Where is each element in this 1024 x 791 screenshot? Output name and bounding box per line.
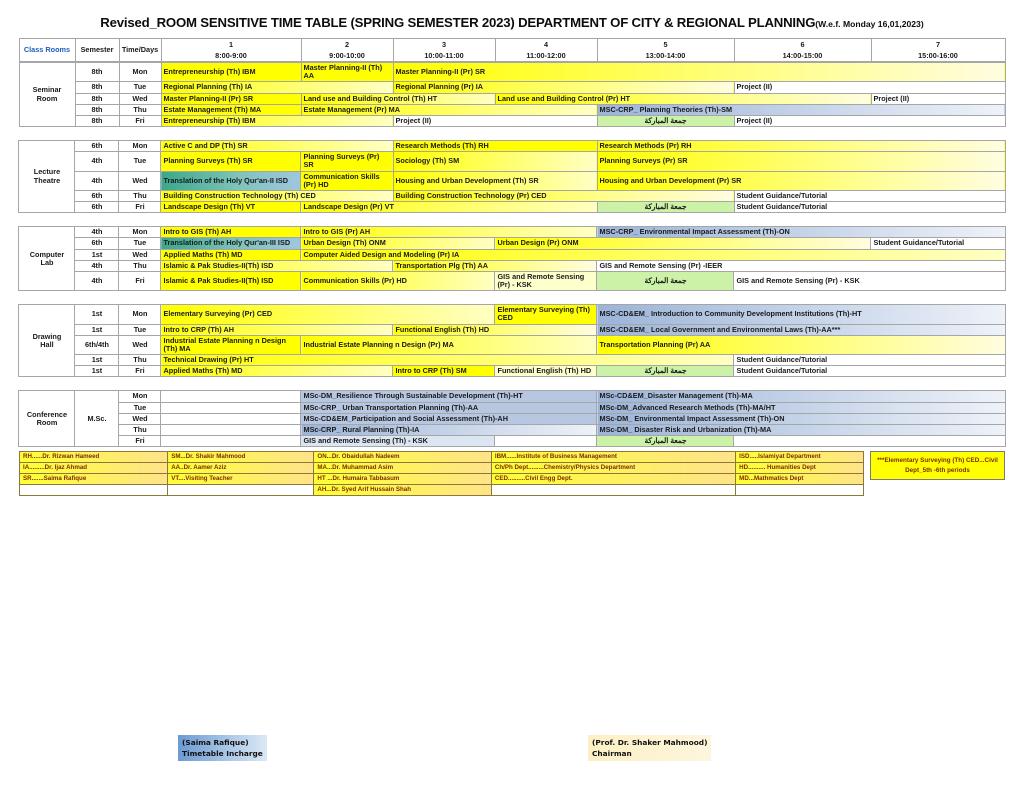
section-gap	[0, 127, 1024, 140]
table-row	[19, 249, 1005, 260]
legend-cell	[736, 485, 864, 496]
header-period-number-1: 1	[161, 39, 301, 51]
table-row	[19, 238, 1005, 249]
section-seminar-room	[19, 62, 1006, 127]
class-slot: Project (II)	[871, 93, 1005, 104]
table-row	[19, 413, 1005, 424]
class-slot: Student Guidance/Tutorial	[734, 202, 1005, 213]
page-title	[0, 0, 1024, 38]
empty-slot	[161, 413, 301, 424]
class-slot: Research Methods (Th) RH	[393, 141, 597, 152]
title-main-text: Revised_ROOM SENSITIVE TIME TABLE (SPRING SEMESTER 2023) DEPARTMENT OF CITY & REGIONAL PLANNING	[100, 15, 816, 30]
semester-cell: 8th	[75, 93, 119, 104]
class-slot: Housing and Urban Development (Pr) SR	[597, 171, 1005, 190]
header-period-time-4: 11:00-12:00	[495, 51, 597, 62]
legend-cell: AH...Dr. Syed Arif Hussain Shah	[314, 485, 491, 496]
class-slot: MSc-CD&EM_Participation and Social Assessment (Th)-AH	[301, 413, 597, 424]
table-row	[19, 305, 1005, 324]
class-slot: Planning Surveys (Th) SR	[161, 152, 301, 171]
header-period-time-5: 13:00-14:00	[597, 51, 734, 62]
semester-cell: 1st	[75, 249, 119, 260]
header-period-number-2: 2	[301, 39, 393, 51]
semester-cell: 8th	[75, 115, 119, 126]
section-gap	[0, 291, 1024, 304]
header-period-time-3: 10:00-11:00	[393, 51, 495, 62]
class-slot: GIS and Remote Sensing (Pr) -IEER	[597, 260, 1005, 271]
class-slot: Estate Management (Th) MA	[161, 104, 301, 115]
semester-cell: M.Sc.	[75, 391, 119, 447]
room-label-seminar-room: Seminar Room	[19, 63, 75, 127]
class-slot: GIS and Remote Sensing (Th) - KSK	[301, 436, 495, 447]
signature-right-role: Chairman	[592, 749, 632, 759]
class-slot: Applied Maths (Th) MD	[161, 249, 301, 260]
room-label-drawing-hall: Drawing Hall	[19, 305, 75, 377]
room-label-computer-lab: Computer Lab	[19, 227, 75, 291]
class-slot: MSC-CRP_ Planning Theories (Th)-SM	[597, 104, 1005, 115]
day-cell-fri: Fri	[119, 202, 161, 213]
class-slot: Urban Design (Th) ONM	[301, 238, 495, 249]
table-row	[19, 324, 1005, 335]
class-slot: Entrepreneurship (Th) IBM	[161, 63, 301, 82]
class-slot: Project (II)	[393, 115, 597, 126]
class-slot: Land use and Building Control (Th) HT	[301, 93, 495, 104]
class-slot: Land use and Building Control (Pr) HT	[495, 93, 871, 104]
class-slot: Intro to GIS (Th) AH	[161, 227, 301, 238]
class-slot: Technical Drawing (Pr) HT	[161, 355, 734, 366]
class-slot: Functional English (Th) HD	[495, 366, 597, 377]
class-slot: Islamic & Pak Studies-II(Th) ISD	[161, 271, 301, 290]
friday-holiday-cell: جمعة المباركة	[597, 115, 734, 126]
timetable-header	[19, 38, 1006, 62]
legend-row	[20, 452, 864, 463]
class-slot: Communication Skills (Pr) HD	[301, 171, 393, 190]
legend-area	[19, 451, 1005, 496]
semester-cell: 6th/4th	[75, 335, 119, 354]
table-row	[19, 260, 1005, 271]
legend-cell: HT ...Dr. Humaira Tabbasum	[314, 474, 491, 485]
class-slot: Master Planning-II (Pr) SR	[161, 93, 301, 104]
semester-cell: 8th	[75, 63, 119, 82]
header-row-numbers	[19, 39, 1005, 51]
class-slot: Student Guidance/Tutorial	[734, 355, 1005, 366]
empty-slot	[495, 436, 597, 447]
class-slot: Master Planning-II (Pr) SR	[393, 63, 1005, 82]
table-row	[19, 271, 1005, 290]
table-row	[19, 104, 1005, 115]
semester-cell: 1st	[75, 324, 119, 335]
legend-cell: RH......Dr. Rizwan Hameed	[20, 452, 168, 463]
class-slot: Project (II)	[734, 115, 1005, 126]
header-row-times	[19, 51, 1005, 62]
day-cell-mon: Mon	[119, 63, 161, 82]
friday-holiday-cell: جمعة المباركة	[597, 366, 734, 377]
class-slot: Building Construction Technology (Th) CED	[161, 190, 393, 201]
legend-row	[20, 463, 864, 474]
friday-holiday-cell: جمعة المباركة	[597, 436, 734, 447]
class-slot: Urban Design (Pr) ONM	[495, 238, 871, 249]
table-row	[19, 93, 1005, 104]
class-slot: Active C and DP (Th) SR	[161, 141, 393, 152]
legend-note: ***Elementary Surveying (Th) CED...Civil Dept_5th -6th periods	[870, 451, 1005, 480]
class-slot: Intro to CRP (Th) AH	[161, 324, 393, 335]
table-row	[19, 115, 1005, 126]
friday-holiday-cell: جمعة المباركة	[597, 202, 734, 213]
class-slot: Project (II)	[734, 82, 1005, 93]
class-slot: Elementary Surveying (Pr) CED	[161, 305, 495, 324]
table-row	[19, 171, 1005, 190]
legend-cell: SR.......Saima Rafique	[20, 474, 168, 485]
class-slot: MSc-DM_Advanced Research Methods (Th)-MA/HT	[597, 402, 1005, 413]
class-slot: MSC-CD&EM_ Local Government and Environmental Laws (Th)-AA***	[597, 324, 1005, 335]
section-gap	[0, 213, 1024, 226]
section-drawing-hall	[18, 304, 1005, 377]
legend-cell: IA.........Dr. Ijaz Ahmad	[20, 463, 168, 474]
table-row	[19, 82, 1005, 93]
table-row	[19, 391, 1005, 402]
day-cell-wed: Wed	[119, 171, 161, 190]
signature-left-role: Timetable Incharge	[182, 749, 263, 759]
class-slot: Landscape Design (Pr) VT	[301, 202, 597, 213]
day-cell-mon: Mon	[119, 391, 161, 402]
semester-cell: 4th	[75, 260, 119, 271]
day-cell-tue: Tue	[119, 402, 161, 413]
legend-cell: MA...Dr. Muhammad Asim	[314, 463, 491, 474]
class-slot: Islamic & Pak Studies-II(Th) ISD	[161, 260, 393, 271]
day-cell-wed: Wed	[119, 93, 161, 104]
day-cell-tue: Tue	[119, 238, 161, 249]
class-slot: Intro to GIS (Pr) AH	[301, 227, 597, 238]
header-period-number-3: 3	[393, 39, 495, 51]
class-slot: MSC-CD&EM_ Introduction to Community Development Institutions (Th)-HT	[597, 305, 1005, 324]
legend-cell: MD...Mathmatics Dept	[736, 474, 864, 485]
header-period-time-6: 14:00-15:00	[734, 51, 871, 62]
table-row	[19, 152, 1005, 171]
class-slot: Applied Maths (Th) MD	[161, 366, 393, 377]
day-cell-fri: Fri	[119, 436, 161, 447]
header-period-time-7: 15:00-16:00	[871, 51, 1005, 62]
class-slot: MSc-CRP_ Urban Transportation Planning (Th)-AA	[301, 402, 597, 413]
header-period-number-7: 7	[871, 39, 1005, 51]
class-slot: Master Planning-II (Th) AA	[301, 63, 393, 82]
semester-cell: 6th	[75, 202, 119, 213]
class-slot: MSc-DM_Resilience Through Sustainable Development (Th)-HT	[301, 391, 597, 402]
class-slot: Translation of the Holy Qur'an-II ISD	[161, 171, 301, 190]
day-cell-fri: Fri	[119, 366, 161, 377]
semester-cell: 6th	[75, 238, 119, 249]
legend-cell	[491, 485, 735, 496]
friday-holiday-cell: جمعة المباركة	[597, 271, 734, 290]
table-row	[19, 335, 1005, 354]
semester-cell: 1st	[75, 355, 119, 366]
class-slot: Planning Surveys (Pr) SR	[301, 152, 393, 171]
header-time-days: Time/Days	[119, 39, 161, 62]
header-class-rooms: Class Rooms	[19, 39, 75, 62]
class-slot: Industrial Estate Planning n Design (Pr) MA	[301, 335, 597, 354]
day-cell-thu: Thu	[119, 190, 161, 201]
signature-right-name: (Prof. Dr. Shaker Mahmood)	[592, 738, 708, 747]
timetable-sections	[0, 38, 1024, 447]
table-row	[19, 227, 1005, 238]
class-slot: Research Methods (Pr) RH	[597, 141, 1005, 152]
day-cell-wed: Wed	[119, 335, 161, 354]
semester-cell: 4th	[75, 171, 119, 190]
class-slot: Landscape Design (Th) VT	[161, 202, 301, 213]
section-gap	[0, 377, 1024, 390]
signature-chairman	[588, 735, 711, 761]
class-slot: Planning Surveys (Pr) SR	[597, 152, 1005, 171]
day-cell-mon: Mon	[119, 227, 161, 238]
legend-cell: CED..........Civil Engg Dept.	[491, 474, 735, 485]
day-cell-thu: Thu	[119, 355, 161, 366]
day-cell-tue: Tue	[119, 152, 161, 171]
legend-cell: ON...Dr. Obaidullah Nadeem	[314, 452, 491, 463]
day-cell-thu: Thu	[119, 104, 161, 115]
day-cell-tue: Tue	[119, 324, 161, 335]
class-slot: MSc-DM_ Disaster Risk and Urbanization (Th)-MA	[597, 424, 1005, 435]
class-slot: Intro to CRP (Th) SM	[393, 366, 495, 377]
table-row	[19, 202, 1005, 213]
semester-cell: 6th	[75, 190, 119, 201]
table-row	[19, 366, 1005, 377]
signature-left-name: (Saima Rafique)	[182, 738, 249, 747]
legend-row	[20, 485, 864, 496]
class-slot: Functional English (Th) HD	[393, 324, 597, 335]
class-slot: Computer Aided Design and Modeling (Pr) IA	[301, 249, 1005, 260]
section-computer-lab	[18, 226, 1005, 291]
legend-cell: VT....Visiting Teacher	[168, 474, 314, 485]
empty-slot	[734, 436, 1005, 447]
class-slot: MSC-CRP_ Environmental Impact Assessment (Th)-ON	[597, 227, 1005, 238]
class-slot: Industrial Estate Planning n Design (Th) MA	[161, 335, 301, 354]
semester-cell: 8th	[75, 104, 119, 115]
empty-slot	[161, 424, 301, 435]
class-slot: Building Construction Technology (Pr) CED	[393, 190, 734, 201]
class-slot: Communication Skills (Pr) HD	[301, 271, 495, 290]
signature-timetable-incharge	[178, 735, 267, 761]
class-slot: Student Guidance/Tutorial	[734, 366, 1005, 377]
class-slot: Regional Planning (Pr) IA	[393, 82, 734, 93]
legend-cell	[168, 485, 314, 496]
semester-cell: 4th	[75, 227, 119, 238]
class-slot: Estate Management (Pr) MA	[301, 104, 597, 115]
semester-cell: 1st	[75, 305, 119, 324]
header-period-number-5: 5	[597, 39, 734, 51]
empty-slot	[161, 436, 301, 447]
legend-cell: AA..Dr. Aamer Aziz	[168, 463, 314, 474]
legend-cell: SM...Dr. Shakir Mahmood	[168, 452, 314, 463]
day-cell-fri: Fri	[119, 271, 161, 290]
header-period-time-2: 9:00-10:00	[301, 51, 393, 62]
table-row	[19, 424, 1005, 435]
class-slot: Entrepreneurship (Th) IBM	[161, 115, 393, 126]
day-cell-mon: Mon	[119, 305, 161, 324]
class-slot: Sociology (Th) SM	[393, 152, 597, 171]
header-period-number-6: 6	[734, 39, 871, 51]
empty-slot	[161, 391, 301, 402]
class-slot: MSc-CRP_ Rural Planning (Th)-IA	[301, 424, 597, 435]
class-slot: Regional Planning (Th) IA	[161, 82, 393, 93]
semester-cell: 4th	[75, 271, 119, 290]
class-slot: Translation of the Holy Qur'an-III ISD	[161, 238, 301, 249]
day-cell-thu: Thu	[119, 424, 161, 435]
semester-cell: 1st	[75, 366, 119, 377]
legend-cell: IBM......Institute of Business Management	[491, 452, 735, 463]
section-lecture-theatre	[18, 140, 1005, 213]
table-row	[19, 402, 1005, 413]
day-cell-tue: Tue	[119, 82, 161, 93]
semester-cell: 8th	[75, 82, 119, 93]
class-slot: MSc-CD&EM_Disaster Management (Th)-MA	[597, 391, 1005, 402]
day-cell-thu: Thu	[119, 260, 161, 271]
class-slot: Student Guidance/Tutorial	[871, 238, 1005, 249]
semester-cell: 4th	[75, 152, 119, 171]
header-semester: Semester	[75, 39, 119, 62]
empty-slot	[161, 402, 301, 413]
table-row	[19, 190, 1005, 201]
table-row	[19, 141, 1005, 152]
class-slot: GIS and Remote Sensing (Pr) - KSK	[734, 271, 1005, 290]
title-effective-date: (W.e.f. Monday 16,01,2023)	[815, 19, 924, 29]
class-slot: Transportation Planning (Pr) AA	[597, 335, 1005, 354]
class-slot: Housing and Urban Development (Th) SR	[393, 171, 597, 190]
semester-cell: 6th	[75, 141, 119, 152]
day-cell-wed: Wed	[119, 249, 161, 260]
legend-table	[19, 451, 864, 496]
class-slot: Transportation Plg (Th) AA	[393, 260, 597, 271]
header-period-time-1: 8:00-9:00	[161, 51, 301, 62]
class-slot: Elementary Surveying (Th) CED	[495, 305, 597, 324]
header-period-number-4: 4	[495, 39, 597, 51]
table-row	[19, 436, 1005, 447]
legend-cell: ISD.....Islamiyat Department	[736, 452, 864, 463]
table-row	[19, 355, 1005, 366]
legend-cell	[20, 485, 168, 496]
class-slot: Student Guidance/Tutorial	[734, 190, 1005, 201]
legend-cell: HD.......... Humanities Dept	[736, 463, 864, 474]
table-row	[19, 63, 1005, 82]
legend-row	[20, 474, 864, 485]
day-cell-mon: Mon	[119, 141, 161, 152]
day-cell-wed: Wed	[119, 413, 161, 424]
room-label-lecture-theatre: Lecture Theatre	[19, 141, 75, 213]
class-slot: GIS and Remote Sensing (Pr) - KSK	[495, 271, 597, 290]
day-cell-fri: Fri	[119, 115, 161, 126]
class-slot: MSc-DM_ Environmental Impact Assessment (Th)-ON	[597, 413, 1005, 424]
room-label-conference-room: Conference Room	[19, 391, 75, 447]
legend-cell: Ch/Ph Dept.........Chemistry/Physics Department	[491, 463, 735, 474]
section-conference-room	[18, 390, 1005, 447]
